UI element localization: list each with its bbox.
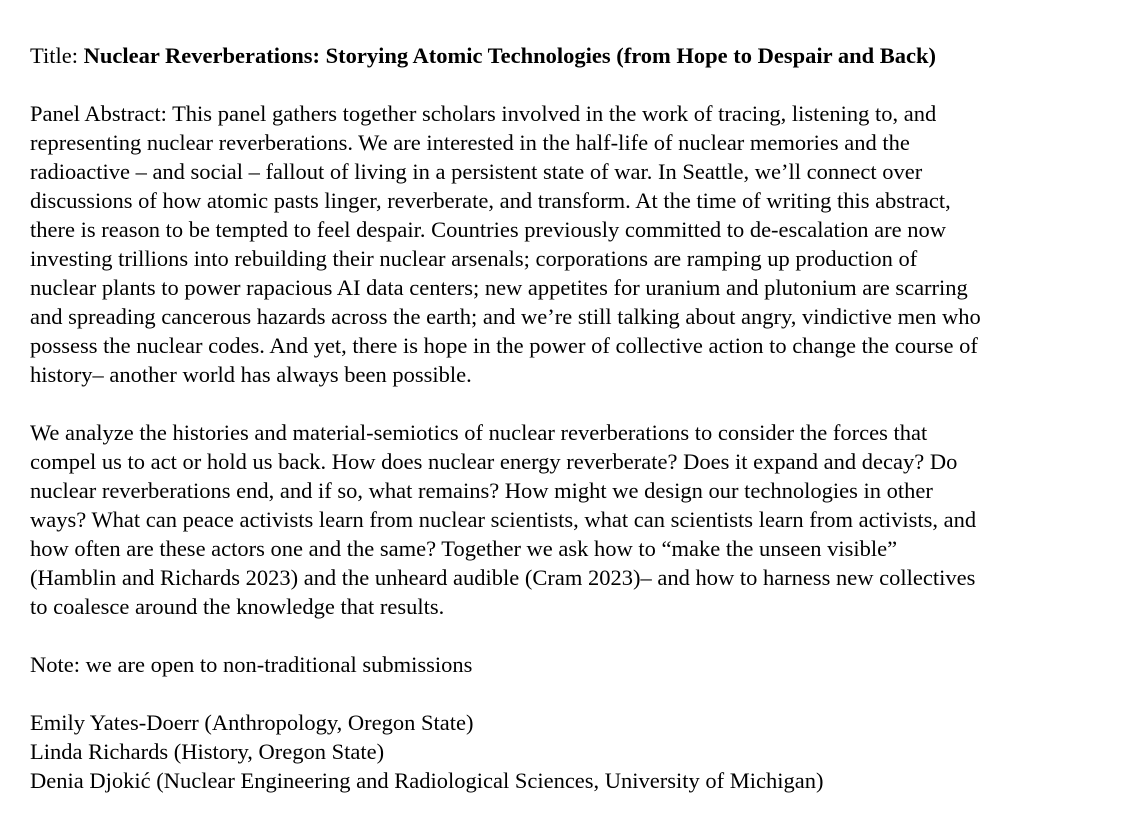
paragraph-gap	[30, 621, 1122, 650]
organizer-entry: Denia Djokić (Nuclear Engineering and Radiological Sciences, University of Michigan)	[30, 768, 824, 793]
title-line	[30, 41, 1122, 70]
abstract-line: possess the nuclear codes. And yet, there is hope in the power of collective action to change the course of	[30, 333, 978, 358]
abstract-line: history– another world has always been possible.	[30, 362, 472, 387]
paragraph-gap	[30, 389, 1122, 418]
abstract-line: nuclear plants to power rapacious AI data centers; new appetites for uranium and plutonium are scarring	[30, 275, 968, 300]
panel-abstract-paragraph	[30, 99, 1122, 389]
analysis-line: We analyze the histories and material-semiotics of nuclear reverberations to consider the forces that	[30, 420, 928, 445]
analysis-line: how often are these actors one and the same? Together we ask how to “make the unseen visible”	[30, 536, 898, 561]
analysis-line: nuclear reverberations end, and if so, what remains? How might we design our technologies in other	[30, 478, 933, 503]
abstract-line: radioactive – and social – fallout of living in a persistent state of war. In Seattle, we’ll connect over	[30, 159, 923, 184]
abstract-line: and spreading cancerous hazards across the earth; and we’re still talking about angry, vindictive men who	[30, 304, 981, 329]
abstract-line: there is reason to be tempted to feel despair. Countries previously committed to de-escalation are now	[30, 217, 946, 242]
analysis-line: ways? What can peace activists learn from nuclear scientists, what can scientists learn from activists, and	[30, 507, 977, 532]
analysis-line: compel us to act or hold us back. How does nuclear energy reverberate? Does it expand and decay? Do	[30, 449, 958, 474]
organizer-entry: Linda Richards (History, Oregon State)	[30, 739, 385, 764]
title-label: Title:	[30, 43, 84, 68]
abstract-line: discussions of how atomic pasts linger, reverberate, and transform. At the time of writing this abstract,	[30, 188, 951, 213]
abstract-line: representing nuclear reverberations. We are interested in the half-life of nuclear memories and the	[30, 130, 910, 155]
analysis-paragraph	[30, 418, 1122, 621]
organizer-entry: Emily Yates-Doerr (Anthropology, Oregon State)	[30, 710, 474, 735]
analysis-line: (Hamblin and Richards 2023) and the unheard audible (Cram 2023)– and how to harness new collectives	[30, 565, 976, 590]
note-paragraph	[30, 650, 1122, 679]
document-body	[30, 41, 1122, 795]
paragraph-gap	[30, 679, 1122, 708]
note-text: Note: we are open to non-traditional submissions	[30, 652, 473, 677]
abstract-line: Panel Abstract: This panel gathers together scholars involved in the work of tracing, listening to, and	[30, 101, 937, 126]
panel-title: Nuclear Reverberations: Storying Atomic Technologies (from Hope to Despair and Back)	[83, 43, 937, 68]
analysis-line: to coalesce around the knowledge that results.	[30, 594, 445, 619]
abstract-line: investing trillions into rebuilding their nuclear arsenals; corporations are ramping up production of	[30, 246, 918, 271]
organizers-list	[30, 708, 1122, 795]
